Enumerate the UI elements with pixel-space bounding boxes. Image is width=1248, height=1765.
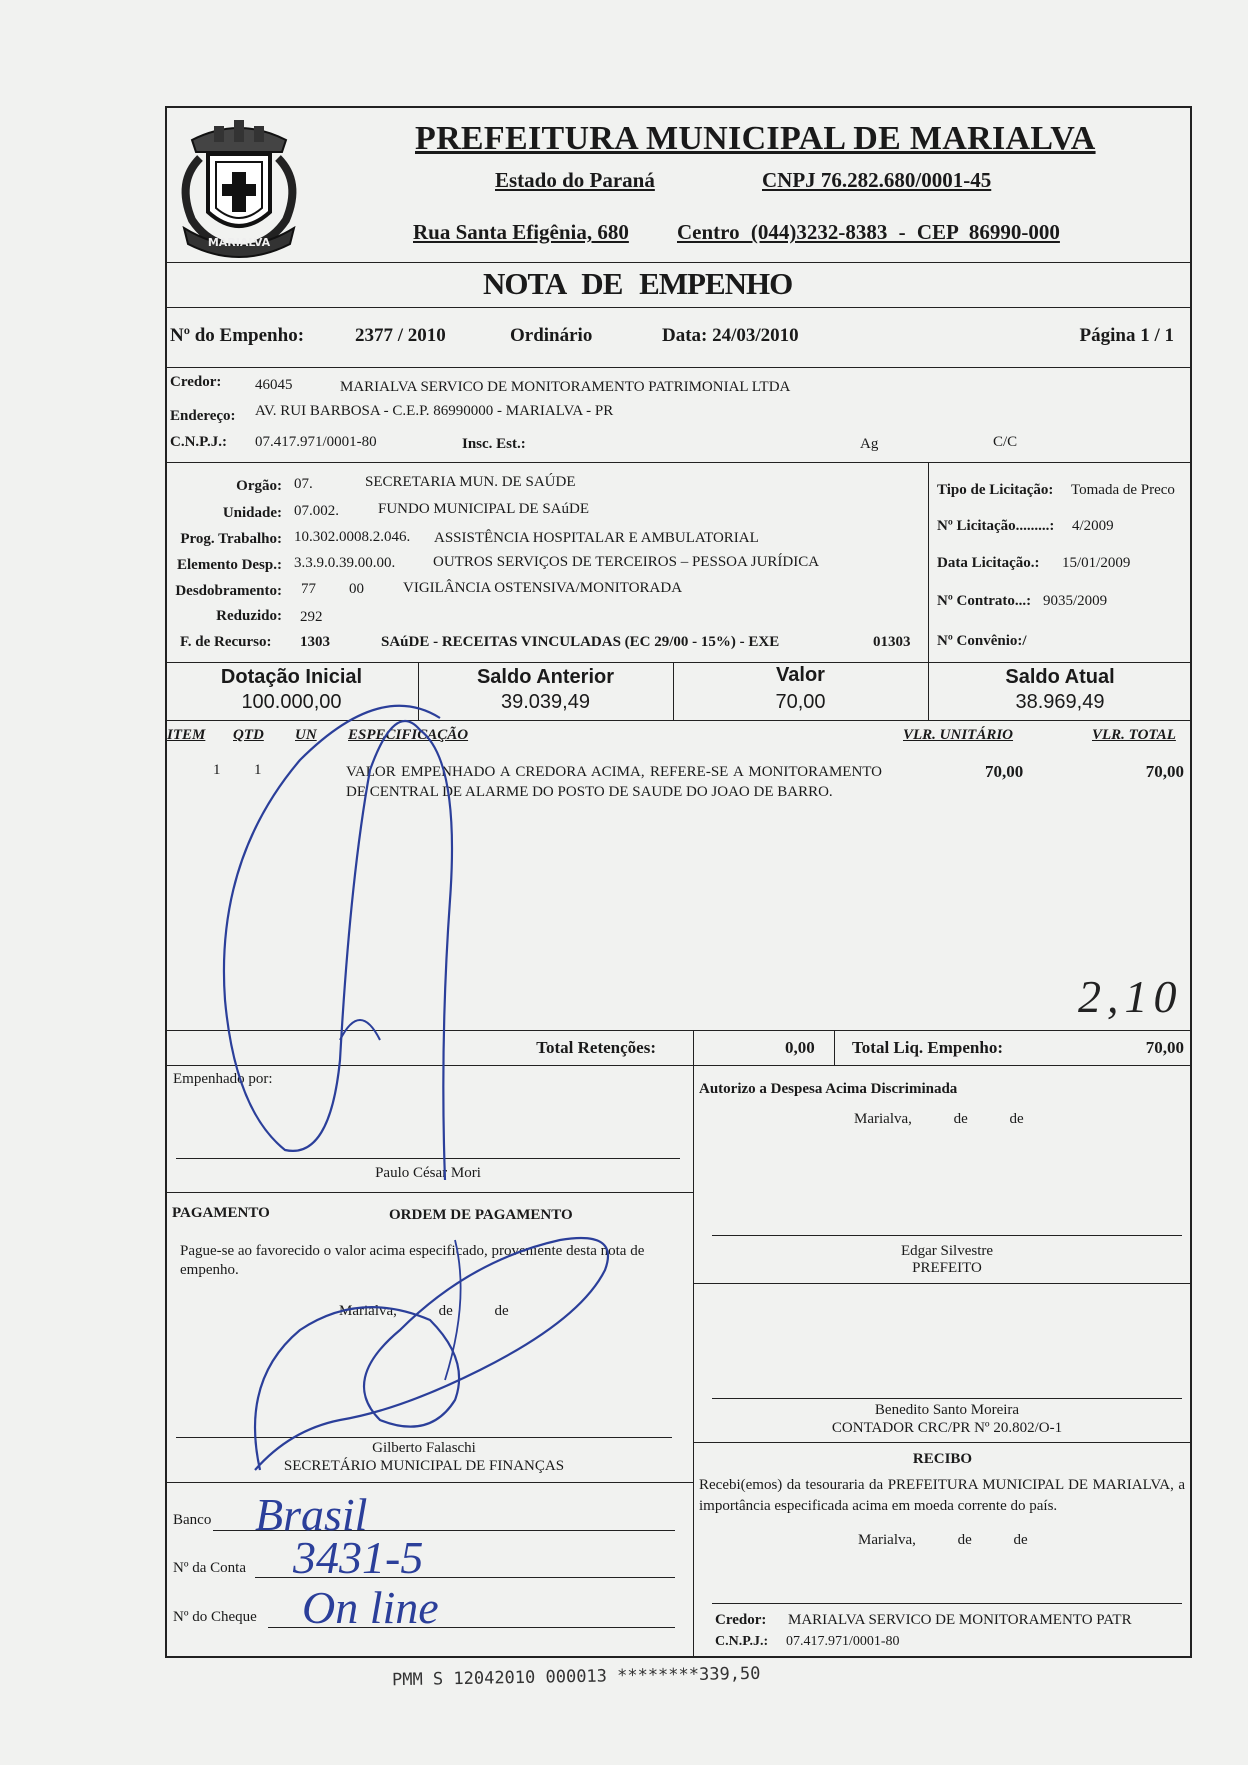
secretario-role: SECRETÁRIO MUNICIPAL DE FINANÇAS — [283, 1458, 565, 1474]
ordem-pagamento-label: ORDEM DE PAGAMENTO — [389, 1207, 573, 1223]
empenho-number: 2377 / 2010 — [355, 325, 446, 346]
desdobramento-code1: 77 — [301, 581, 316, 597]
recurso-code: 1303 — [300, 634, 330, 650]
orgao-desc: SECRETARIA MUN. DE SAÚDE — [365, 474, 576, 490]
recurso-label: F. de Recurso: — [180, 634, 272, 650]
prog-desc: ASSISTÊNCIA HOSPITALAR E AMBULATORIAL — [434, 530, 759, 546]
total-retencoes-label: Total Retenções: — [536, 1038, 656, 1057]
col-header-vlr-unit: VLR. UNITÁRIO — [903, 727, 1014, 743]
saldo-anterior-label: Saldo Anterior — [476, 666, 615, 688]
recibo-cnpj-value: 07.417.971/0001-80 — [786, 1634, 900, 1649]
licitacao-date: 15/01/2009 — [1062, 555, 1131, 571]
empenhado-name: Paulo César Mori — [375, 1165, 481, 1181]
ag-label: Ag — [860, 436, 879, 452]
dotacao-label: Dotação Inicial — [220, 666, 363, 688]
cc-label: C/C — [993, 434, 1018, 450]
tipo-licitacao-label: Tipo de Licitação: — [937, 482, 1054, 498]
cheque-value: On line — [302, 1582, 439, 1633]
tipo-licitacao-value: Tomada de Preco — [1071, 482, 1175, 498]
address-label: Centro (044)3232-8383 - CEP 86990-000 — [677, 220, 1060, 244]
state-label: Estado do Paraná — [495, 168, 655, 192]
pagamento-place-date: Marialva, de de — [339, 1303, 509, 1319]
autorizo-place-date: Marialva, de de — [854, 1111, 1024, 1127]
unidade-label: Unidade: — [222, 505, 282, 521]
col-header-vlr-total: VLR. TOTAL — [1092, 727, 1176, 743]
handwritten-note: 2,10 — [1078, 971, 1183, 1022]
conta-label: Nº da Conta — [173, 1560, 246, 1576]
elemento-label: Elemento Desp.: — [177, 557, 282, 573]
contrato-label: Nº Contrato...: — [937, 593, 1032, 609]
desdobramento-desc: VIGILÂNCIA OSTENSIVA/MONITORADA — [403, 580, 683, 596]
recibo-place-date: Marialva, de de — [858, 1532, 1028, 1548]
unidade-code: 07.002. — [294, 503, 339, 519]
page-title: PREFEITURA MUNICIPAL DE MARIALVA — [415, 120, 1096, 157]
footer-stamp: PMM S 12042010 000013 ********339,50 — [391, 1663, 761, 1691]
valor-label: Valor — [776, 664, 825, 686]
contador-name: Benedito Santo Moreira — [874, 1402, 1020, 1418]
cnpj-header: CNPJ 76.282.680/0001-45 — [762, 168, 992, 192]
col-header-qtd: QTD — [233, 727, 264, 743]
licitacao-number-label: Nº Licitação.........: — [937, 518, 1055, 534]
secretario-name: Gilberto Falaschi — [372, 1440, 476, 1456]
endereco-label: Endereço: — [170, 408, 236, 424]
insc-est-label: Insc. Est.: — [462, 436, 526, 452]
empenho-date: Data: 24/03/2010 — [662, 325, 799, 346]
street-label: Rua Santa Efigênia, 680 — [413, 220, 629, 244]
coat-of-arms-icon — [170, 112, 308, 262]
empenho-number-label: Nº do Empenho: — [170, 325, 305, 346]
pagamento-label: PAGAMENTO — [172, 1205, 270, 1221]
prefeito-role: PREFEITO — [912, 1260, 982, 1276]
licitacao-number: 4/2009 — [1072, 518, 1114, 534]
empenho-type: Ordinário — [510, 325, 593, 346]
credor-label: Credor: — [170, 374, 222, 390]
col-header-un: UN — [295, 727, 317, 743]
orgao-code: 07. — [294, 476, 313, 492]
pagamento-text: Pague-se ao favorecido o valor acima especificado, proveniente desta nota de empenho. — [180, 1243, 645, 1278]
cheque-label: Nº do Cheque — [173, 1609, 257, 1625]
document-title: NOTA DE EMPENHO — [483, 266, 793, 301]
conta-value: 3431-5 — [293, 1532, 424, 1583]
saldo-anterior-value: 39.039,49 — [501, 691, 590, 713]
credor-cnpj: 07.417.971/0001-80 — [255, 434, 377, 450]
total-retencoes-value: 0,00 — [785, 1038, 815, 1057]
credor-code: 46045 — [255, 377, 293, 393]
banco-label: Banco — [173, 1512, 212, 1528]
desdobramento-label: Desdobramento: — [175, 583, 282, 599]
item-vlr-total: 70,00 — [1145, 762, 1184, 781]
prog-label: Prog. Trabalho: — [180, 531, 282, 547]
dotacao-value: 100.000,00 — [241, 691, 342, 713]
contador-role: CONTADOR CRC/PR Nº 20.802/O-1 — [831, 1420, 1063, 1436]
autorizo-label: Autorizo a Despesa Acima Discriminada — [699, 1081, 958, 1097]
recurso-code2: 01303 — [873, 634, 911, 650]
banco-value: Brasil — [255, 1489, 368, 1540]
saldo-atual-label: Saldo Atual — [1005, 666, 1115, 688]
recibo-text: Recebi(emos) da tesouraria da PREFEITURA MUNICIPAL DE MARIALVA, a importância especificada acima em moeda corrente do país. — [699, 1477, 1185, 1514]
recibo-cnpj-label: C.N.P.J.: — [715, 1634, 769, 1649]
convenio-label: Nº Convênio:/ — [937, 633, 1027, 649]
desdobramento-code2: 00 — [349, 581, 364, 597]
item-number: 1 — [213, 762, 221, 778]
item-qtd: 1 — [254, 762, 262, 778]
credor-address: AV. RUI BARBOSA - C.E.P. 86990000 - MARIALVA - PR — [255, 403, 614, 419]
cnpj-label: C.N.P.J.: — [170, 434, 227, 450]
item-vlr-unit: 70,00 — [985, 762, 1024, 781]
total-liq-value: 70,00 — [1145, 1038, 1184, 1057]
total-liq-label: Total Liq. Empenho: — [852, 1038, 1003, 1057]
page-number: Página 1 / 1 — [1079, 325, 1174, 346]
item-espec: VALOR EMPENHADO A CREDORA ACIMA, REFERE-SE A MONITORAMENTO DE CENTRAL DE ALARME DO POSTO DE SAUDE DO JOAO DE BARRO. — [346, 764, 882, 800]
contrato-number: 9035/2009 — [1043, 593, 1108, 609]
licitacao-date-label: Data Licitação.: — [937, 555, 1040, 571]
recibo-credor-label: Credor: — [715, 1612, 767, 1628]
elemento-code: 3.3.9.0.39.00.00. — [294, 555, 396, 571]
recurso-desc: SAúDE - RECEITAS VINCULADAS (EC 29/00 - 15%) - EXE — [381, 634, 780, 650]
credor-name: MARIALVA SERVICO DE MONITORAMENTO PATRIMONIAL LTDA — [340, 379, 791, 395]
empenhado-label: Empenhado por: — [173, 1071, 273, 1087]
elemento-desc: OUTROS SERVIÇOS DE TERCEIROS – PESSOA JURÍDICA — [433, 554, 820, 570]
col-header-espec: ESPECIFICAÇÃO — [348, 727, 469, 743]
valor-value: 70,00 — [775, 691, 826, 713]
svg-text:MARIALVA: MARIALVA — [207, 236, 271, 249]
col-header-item: ITEM — [167, 727, 206, 743]
recibo-title: RECIBO — [912, 1451, 973, 1467]
saldo-atual-value: 38.969,49 — [1015, 691, 1105, 713]
reduzido-label: Reduzido: — [216, 608, 282, 624]
prog-code: 10.302.0008.2.046. — [294, 529, 411, 545]
prefeito-name: Edgar Silvestre — [900, 1243, 994, 1259]
orgao-label: Orgão: — [236, 478, 282, 494]
reduzido-code: 292 — [300, 609, 323, 625]
unidade-desc: FUNDO MUNICIPAL DE SAúDE — [378, 501, 589, 517]
recibo-credor-value: MARIALVA SERVICO DE MONITORAMENTO PATR — [788, 1612, 1132, 1628]
